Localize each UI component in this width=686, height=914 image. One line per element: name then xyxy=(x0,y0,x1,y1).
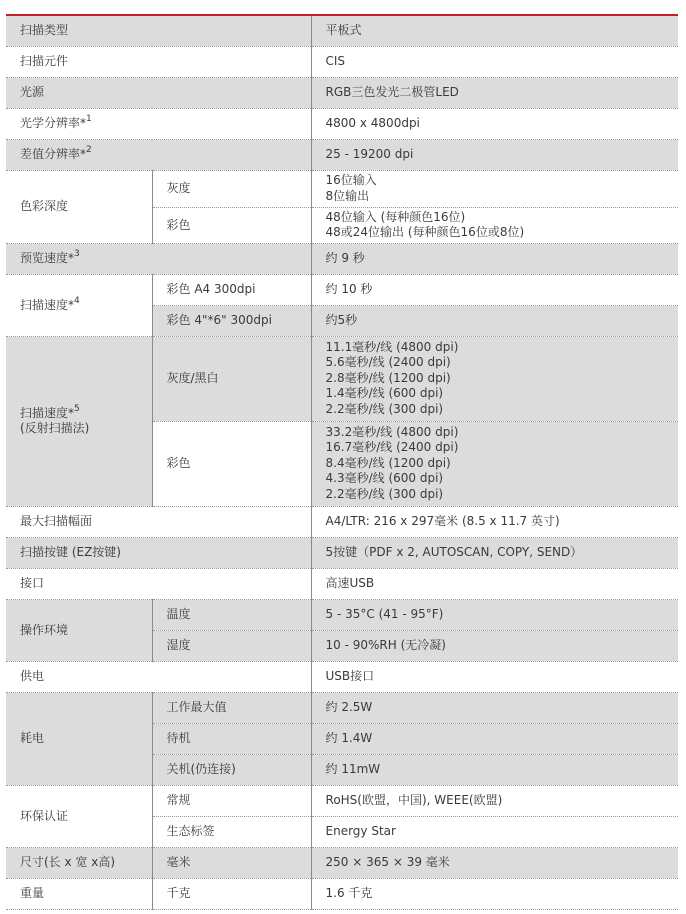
row-label: 光源 xyxy=(6,77,311,108)
value-line: 5.6毫秒/线 (2400 dpi) xyxy=(325,355,451,370)
row-value: 约 2.5W xyxy=(311,692,678,723)
footnote-mark: 4 xyxy=(74,295,80,306)
label-text: 差值分辨率* xyxy=(20,147,87,161)
row-label: 扫描元件 xyxy=(6,46,311,77)
row-value: 约5秒 xyxy=(311,305,678,336)
row-preview-speed xyxy=(6,243,678,274)
row-scan-element xyxy=(6,46,678,77)
spec-table xyxy=(6,14,678,910)
value-line: 2.2毫秒/线 (300 dpi) xyxy=(325,401,444,416)
row-value: CIS xyxy=(311,46,678,77)
sub-label: 工作最大值 xyxy=(152,692,311,723)
footnote-mark: 5 xyxy=(74,404,80,414)
row-label: 供电 xyxy=(6,661,311,692)
row-label xyxy=(6,274,152,336)
value-line: 8位输出 xyxy=(325,188,370,203)
row-value xyxy=(311,336,678,421)
row-label xyxy=(6,108,311,139)
label-subtext: (反射扫描法) xyxy=(20,421,90,435)
row-label: 操作环境 xyxy=(6,599,152,661)
row-value: A4/LTR: 216 x 297毫米 (8.5 x 11.7 英寸) xyxy=(311,506,678,537)
label-text: 预览速度* xyxy=(20,251,75,265)
value-line: 4.3毫秒/线 (600 dpi) xyxy=(325,471,444,486)
row-power-supply xyxy=(6,661,678,692)
value-line: 2.8毫秒/线 (1200 dpi) xyxy=(325,370,451,385)
row-label xyxy=(6,336,152,506)
value-line: 1.4毫秒/线 (600 dpi) xyxy=(325,386,444,401)
sub-label: 温度 xyxy=(152,599,311,630)
row-max-scan-area xyxy=(6,506,678,537)
row-interpolated-resolution xyxy=(6,139,678,170)
row-value: 约 10 秒 xyxy=(311,274,678,305)
row-eco-regular xyxy=(6,785,678,816)
value-line: 33.2毫秒/线 (4800 dpi) xyxy=(325,424,459,439)
row-scan-buttons xyxy=(6,537,678,568)
row-value: 约 1.4W xyxy=(311,723,678,754)
row-label xyxy=(6,243,311,274)
sub-label: 关机(仍连接) xyxy=(152,754,311,785)
sub-label: 灰度/黑白 xyxy=(152,336,311,421)
footnote-mark: 1 xyxy=(86,114,92,124)
footnote-mark: 3 xyxy=(74,249,80,259)
row-value: Energy Star xyxy=(311,816,678,847)
sub-label: 彩色 xyxy=(152,207,311,243)
row-label xyxy=(6,139,311,170)
sub-label: 常规 xyxy=(152,785,311,816)
row-label: 尺寸(长 x 宽 x高) xyxy=(6,847,152,878)
row-label: 耗电 xyxy=(6,692,152,785)
sub-label: 彩色 xyxy=(152,421,311,506)
label-text: 扫描速度* xyxy=(20,297,75,312)
row-scan-speed-a4 xyxy=(6,274,678,305)
value-line: 16位输入 xyxy=(325,173,377,187)
row-label: 最大扫描幅面 xyxy=(6,506,311,537)
row-value: 高速USB xyxy=(311,568,678,599)
row-value: 4800 x 4800dpi xyxy=(311,108,678,139)
row-label: 接口 xyxy=(6,568,311,599)
sub-label: 湿度 xyxy=(152,630,311,661)
row-value: 1.6 千克 xyxy=(311,878,678,909)
sub-label: 千克 xyxy=(152,878,311,909)
row-light-source xyxy=(6,77,678,108)
row-label: 色彩深度 xyxy=(6,170,152,243)
sub-label: 毫米 xyxy=(152,847,311,878)
row-value: RGB三色发光二极管LED xyxy=(311,77,678,108)
row-color-depth-gray xyxy=(6,170,678,207)
row-scan-type xyxy=(6,15,678,46)
row-value: 25 - 19200 dpi xyxy=(311,139,678,170)
row-value: USB接口 xyxy=(311,661,678,692)
row-reflect-speed-gray xyxy=(6,336,678,421)
value-line: 8.4毫秒/线 (1200 dpi) xyxy=(325,455,451,470)
row-value: 5 - 35°C (41 - 95°F) xyxy=(311,599,678,630)
row-power-max xyxy=(6,692,678,723)
sub-label: 生态标签 xyxy=(152,816,311,847)
row-label: 扫描按键 (EZ按键) xyxy=(6,537,311,568)
value-line: 16.7毫秒/线 (2400 dpi) xyxy=(325,440,459,455)
row-label: 环保认证 xyxy=(6,785,152,847)
sub-label: 彩色 4"*6" 300dpi xyxy=(152,305,311,336)
row-label: 重量 xyxy=(6,878,152,909)
value-line: 48或24位输出 (每种颜色16位或8位) xyxy=(325,225,525,239)
row-value: 平板式 xyxy=(311,15,678,46)
row-value xyxy=(311,421,678,506)
row-value: 10 - 90%RH (无冷凝) xyxy=(311,630,678,661)
row-value: 250 × 365 × 39 毫米 xyxy=(311,847,678,878)
row-value: 约 9 秒 xyxy=(311,243,678,274)
row-value xyxy=(311,207,678,243)
row-value: 约 11mW xyxy=(311,754,678,785)
value-line: 11.1毫秒/线 (4800 dpi) xyxy=(325,339,459,354)
sub-label: 灰度 xyxy=(152,170,311,207)
sub-label: 彩色 A4 300dpi xyxy=(152,274,311,305)
label-text: 光学分辨率* xyxy=(20,116,87,130)
row-environment-temp xyxy=(6,599,678,630)
label-text: 扫描速度* xyxy=(20,406,75,420)
row-value: RoHS(欧盟，中国), WEEE(欧盟) xyxy=(311,785,678,816)
footnote-mark: 2 xyxy=(86,145,92,155)
sub-label: 待机 xyxy=(152,723,311,754)
row-dimensions xyxy=(6,847,678,878)
row-interface xyxy=(6,568,678,599)
row-label: 扫描类型 xyxy=(6,15,311,46)
row-value: 5按键（PDF x 2, AUTOSCAN, COPY, SEND） xyxy=(311,537,678,568)
value-line: 2.2毫秒/线 (300 dpi) xyxy=(325,486,444,501)
row-weight xyxy=(6,878,678,909)
row-value xyxy=(311,170,678,207)
row-optical-resolution xyxy=(6,108,678,139)
value-line: 48位输入 (每种颜色16位) xyxy=(325,209,466,224)
